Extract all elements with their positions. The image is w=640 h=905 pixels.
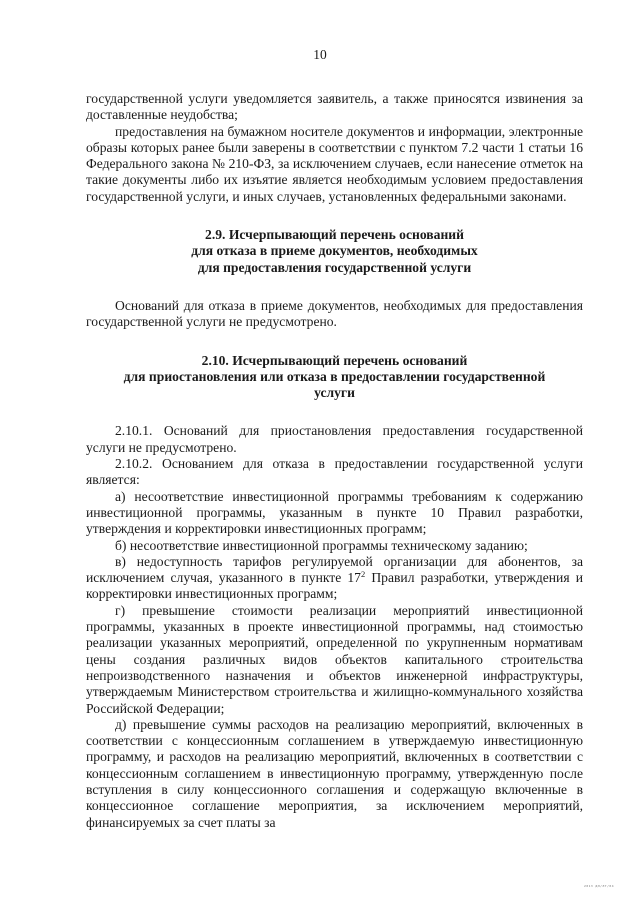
- list-item-b: б) несоответствие инвестиционной программы техническому заданию;: [115, 537, 528, 553]
- section-2-10-2-paragraph: 2.10.2. Основанием для отказа в предоставлении государственной услуги является:: [86, 456, 583, 488]
- section-2-10-heading-line-1: 2.10. Исчерпывающий перечень оснований: [201, 352, 468, 368]
- section-2-9-text: Оснований для отказа в приеме документов, необходимых для предоставления государственной услуги не предусмотрено.: [86, 297, 583, 330]
- section-2-10-heading-line-3: услуги: [314, 385, 355, 401]
- list-item-v-text-end: Правил разработки, утверждения и корректировки инвестиционных программ;: [86, 570, 583, 602]
- list-item-a: а) несоответствие инвестиционной программы требованиям к содержанию инвестиционной программы, указанным в пункте 10 Правил разработки, утверждения и корректировки инвестиционных программ;: [86, 488, 583, 537]
- page-content: [86, 91, 583, 831]
- intro-paragraph-1: государственной услуги уведомляется заявитель, а также приносятся извинения за доставленные неудобства;: [86, 91, 583, 123]
- section-2-9-heading-line-1: 2.9. Исчерпывающий перечень оснований: [205, 227, 464, 243]
- list-item-v: [86, 554, 583, 603]
- list-item-v-text-start: в) недоступность тарифов регулируемой организации для абонентов, за исключением случая, указанного в пункте 17: [86, 553, 583, 586]
- section-2-10-heading-line-2: для приостановления или отказа в предоставлении государственной: [123, 368, 546, 384]
- section-2-10-1-paragraph: 2.10.1. Оснований для приостановления предоставления государственной услуги не предусмотрено.: [86, 423, 583, 455]
- page-number: 10: [313, 47, 327, 62]
- list-item-g: г) превышение стоимости реализации мероприятий инвестиционной программы, указанных в проекте инвестиционной программы, над стоимостью реализации указанных мероприятий, определенной по укрупненным нормативам цены создания различных видов объектов капитального строительства непроизводственного назначения и объектов инженерной инфраструктуры, утверждаемым Министерством строительства и жилищно-коммунального хозяйства Российской Федерации;: [86, 602, 583, 716]
- section-2-9-heading-line-2: для отказа в приеме документов, необходимых: [191, 243, 478, 259]
- footnote-superscript: 2: [360, 569, 366, 580]
- intro-paragraph-2: предоставления на бумажном носителе документов и информации, электронные образы которых ранее были заверены в соответствии с пунктом 7.2 части 1 статьи 16 Федерального закона № 210-ФЗ, за исключением случаев, если нанесение отметок на такие документы либо их изъятие является необходимым условием предоставления государственной услуги, и иных случаев, установленных федеральными законами.: [86, 123, 583, 204]
- section-2-9-heading-line-3: для предоставления государственной услуги: [197, 259, 472, 275]
- footer-mark: 2013 ДЛ/ЛГ/04: [584, 884, 614, 888]
- list-item-d: д) превышение суммы расходов на реализацию мероприятий, включенных в соответствии с концессионным соглашением в утверждаемую инвестиционную программу, и расходов на реализацию мероприятий, включенных в соответствии с концессионным соглашением в инвестиционную программу, утвержденную после вступления в силу концессионного соглашения и содержащую включенные в концессионное соглашение мероприятия, за исключением мероприятий, финансируемых за счет платы за: [86, 716, 583, 830]
